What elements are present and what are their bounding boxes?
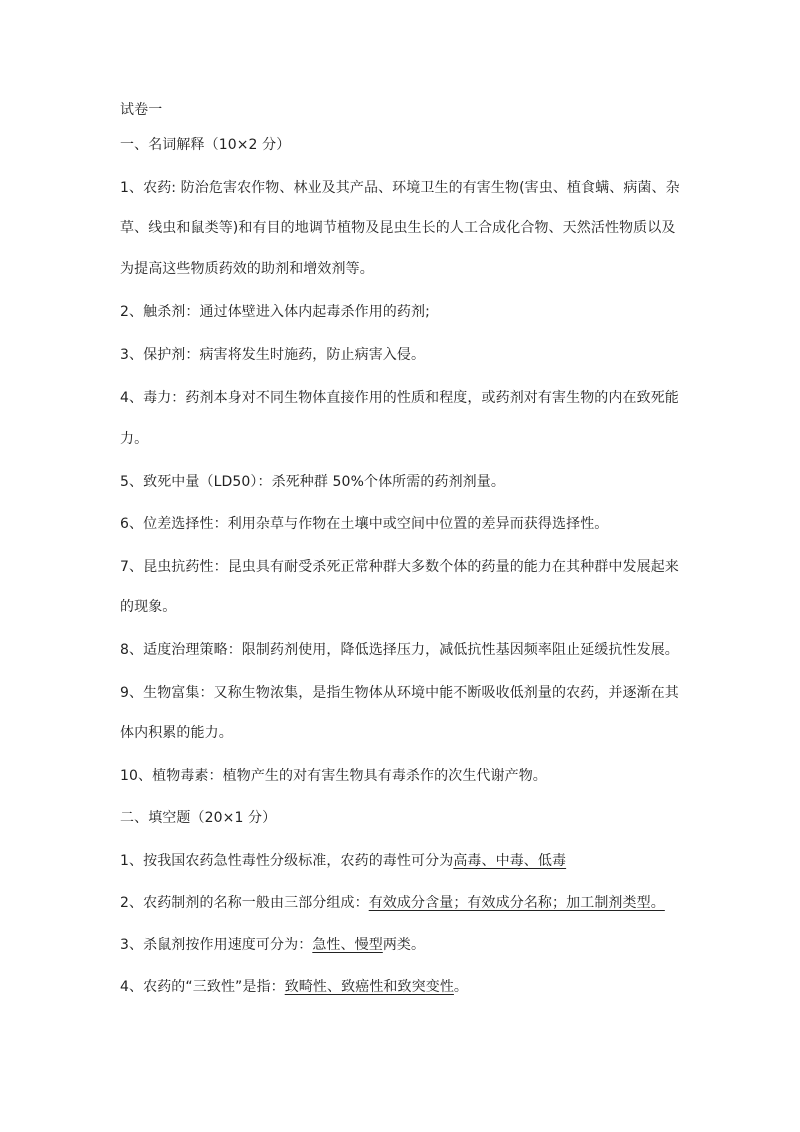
s2-q2 bbox=[120, 893, 688, 913]
s2-q3-suffix: 两类。 bbox=[382, 937, 426, 953]
s2-q4-suffix: 。 bbox=[453, 979, 469, 995]
s1-q10: 10、植物毒素：植物产生的对有害生物具有毒杀作的次生代谢产物。 bbox=[120, 768, 547, 784]
s1-q9-line2: 体内积累的能力。 bbox=[120, 725, 233, 741]
s1-q7-line2: 的现象。 bbox=[120, 599, 177, 615]
s2-q4-answer: 致畸性、致癌性和致突变性 bbox=[284, 979, 454, 995]
s1-q1-line3: 为提高这些物质药效的助剂和增效剂等。 bbox=[120, 261, 374, 277]
s2-q1-prefix: 1、按我国农药急性毒性分级标准，农药的毒性可分为 bbox=[120, 853, 454, 869]
s1-q8: 8、适度治理策略：限制药剂使用，降低选择压力，减低抗性基因频率阻止延缓抗性发展。 bbox=[120, 642, 679, 658]
section-2-heading: 二、填空题（20×1 分） bbox=[120, 810, 277, 826]
s1-q3: 3、保护剂：病害将发生时施药，防止病害入侵。 bbox=[120, 347, 426, 363]
s2-q3-answer: 急性、慢型 bbox=[312, 937, 383, 953]
s2-q3 bbox=[120, 935, 688, 955]
s1-q4-line1: 4、毒力：药剂本身对不同生物体直接作用的性质和程度，或药剂对有害生物的内在致死能 bbox=[120, 390, 679, 406]
s1-q9-line1: 9、生物富集：又称生物浓集，是指生物体从环境中能不断吸收低剂量的农药，并逐渐在其 bbox=[120, 685, 679, 701]
s2-q4-prefix: 4、农药的“三致性”是指： bbox=[120, 979, 285, 995]
document-title: 试卷一 bbox=[120, 102, 163, 118]
s1-q1-line2: 草、线虫和鼠类等)和有目的地调节植物及昆虫生长的人工合成化合物、天然活性物质以及 bbox=[120, 220, 676, 236]
s2-q4 bbox=[120, 977, 688, 997]
s1-q6: 6、位差选择性：利用杂草与作物在土壤中或空间中位置的差异而获得选择性。 bbox=[120, 516, 609, 532]
s1-q1-line1: 1、农药: 防治危害农作物、林业及其产品、环境卫生的有害生物(害虫、植食螨、病菌、杂 bbox=[120, 180, 680, 196]
s1-q4-line2: 力。 bbox=[120, 431, 149, 447]
s2-q3-prefix: 3、杀鼠剂按作用速度可分为： bbox=[120, 937, 313, 953]
section-1-heading: 一、名词解释（10×2 分） bbox=[120, 137, 291, 153]
s2-q1 bbox=[120, 851, 688, 871]
s2-q2-prefix: 2、农药制剂的名称一般由三部分组成： bbox=[120, 895, 369, 911]
s2-q2-answer: 有效成分含量；有效成分名称；加工制剂类型。 bbox=[368, 895, 665, 911]
s2-q1-answer: 高毒、中毒、低毒 bbox=[453, 853, 567, 869]
s1-q2: 2、触杀剂：通过体壁进入体内起毒杀作用的药剂; bbox=[120, 304, 430, 320]
s1-q5: 5、致死中量（LD50）：杀死种群 50%个体所需的药剂剂量。 bbox=[120, 474, 505, 490]
s1-q7-line1: 7、昆虫抗药性：昆虫具有耐受杀死正常种群大多数个体的药量的能力在其种群中发展起来 bbox=[120, 559, 679, 575]
